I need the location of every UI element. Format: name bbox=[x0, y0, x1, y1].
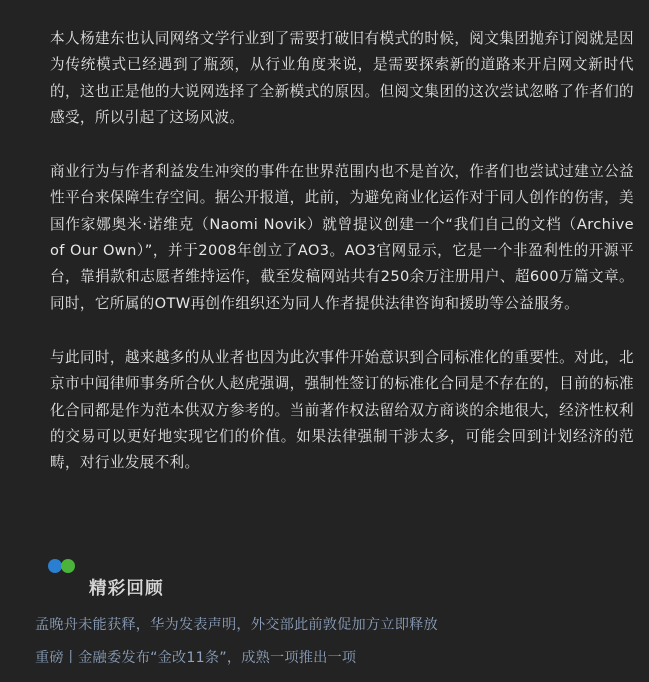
review-link[interactable]: 重磅丨金融委发布“金改11条”，成熟一项推出一项 bbox=[35, 650, 357, 666]
article-paragraph: 商业行为与作者利益发生冲突的事件在世界范围内也不是首次，作者们也尝试过建立公益性平台来保障生存空间。据公开报道，此前，为避免商业化运作对于同人创作的伤害，美国作家娜奥米·诺维克（Naomi Novik）就曾提议创建一个“我们自己的文档（Archive of Our Own）”，并于2008年创立了AO3。AO3官网显示，它是一个非盈利性的开源平台，靠捐款和志愿者维持运作，截至发稿网站共有250余万注册用户、超600万篇文章。同时，它所属的OTW再创作组织还为同人作者提供法律咨询和援助等公益服务。 bbox=[50, 163, 634, 312]
blue-dot-icon bbox=[48, 559, 62, 573]
article-paragraph: 本人杨建东也认同网络文学行业到了需要打破旧有模式的时候，阅文集团抛弃订阅就是因为传统模式已经遇到了瓶颈，从行业角度来说，是需要探索新的道路来开启网文新时代的，这也正是他的大说网选择了全新模式的原因。但阅文集团的这次尝试忽略了作者们的感受，所以引起了这场风波。 bbox=[50, 30, 634, 126]
article-body bbox=[50, 26, 634, 504]
article-paragraph: 与此同时，越来越多的从业者也因为此次事件开始意识到合同标准化的重要性。对此，北京市中闻律师事务所合伙人赵虎强调，强制性签订的标准化合同是不存在的，目前的标准化合同都是作为范本供双方参考的。当前著作权法留给双方商谈的余地很大，经济性权利的交易可以更好地实现它们的价值。如果法律强制干涉太多，可能会回到计划经济的范畴，对行业发展不利。 bbox=[50, 348, 634, 472]
review-header bbox=[44, 558, 634, 598]
review-link-list bbox=[35, 616, 635, 682]
section-dots-icon bbox=[46, 558, 78, 576]
review-link[interactable]: 孟晚舟未能获释，华为发表声明，外交部此前敦促加方立即释放 bbox=[35, 617, 438, 633]
highlights-review-section bbox=[35, 558, 634, 666]
review-title: 精彩回顾 bbox=[89, 579, 164, 599]
green-dot-icon bbox=[61, 559, 75, 573]
